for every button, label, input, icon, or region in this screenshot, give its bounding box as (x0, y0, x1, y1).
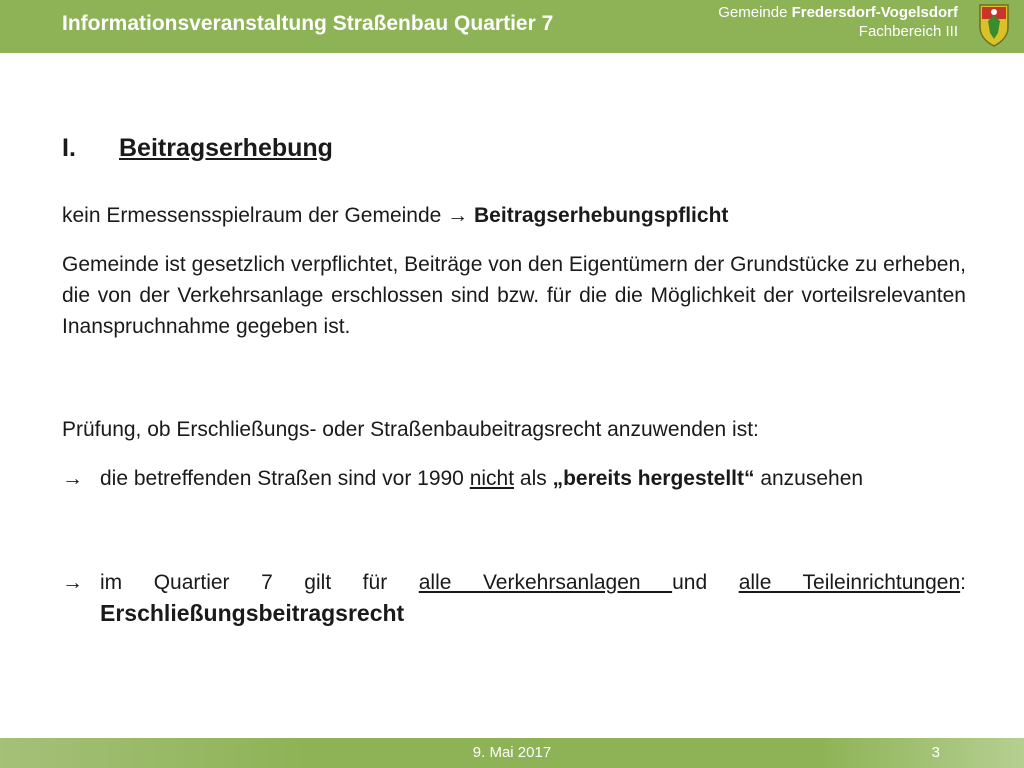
bullet-1-part-2: als (514, 467, 553, 490)
obligation-text: kein Ermessensspielraum der Gemeinde (62, 204, 448, 227)
bullet-1-part-1: die betreffenden Straßen sind vor 1990 (100, 467, 470, 490)
bullet-text-2 (100, 567, 966, 630)
bullet-2-part-1: im Quartier 7 gilt für (100, 571, 419, 594)
obligation-term: Beitragserhebungspflicht (474, 204, 729, 227)
bullet-item-2 (62, 567, 966, 630)
obligation-line (62, 204, 728, 228)
section-number: I. (62, 134, 76, 162)
bullet-2-part-2: und (672, 571, 739, 594)
footer-bar (0, 738, 1024, 768)
organization-prefix: Gemeinde (718, 4, 792, 21)
bullet-item-1 (62, 463, 966, 494)
arrow-right-icon: → (447, 204, 469, 227)
department-name: Fachbereich III (858, 23, 958, 40)
bullet-2-bold: Erschließungsbeitragsrecht (100, 600, 405, 626)
presentation-title: Informationsveranstaltung Straßenbau Quartier 7 (62, 12, 554, 35)
bullet-2-part-3: : (960, 571, 966, 594)
obligation-paragraph: Gemeinde ist gesetzlich verpflichtet, Beiträge von den Eigentümern der Grundstücke zu erheben, die von der Verkehrsanlage erschlossen sind bzw. für die die Möglichkeit der vorteilsrelevanten Inanspruchnahme gegeben ist. (62, 253, 966, 338)
bullet-1-bold: „bereits hergestellt“ (552, 467, 755, 490)
section-title: Beitragserhebung (119, 134, 333, 162)
organization-line (718, 3, 958, 22)
bullet-text-1 (100, 463, 966, 494)
examination-line: Prüfung, ob Erschließungs- oder Straßenbaubeitragsrecht anzuwenden ist: (62, 418, 759, 441)
footer-date: 9. Mai 2017 (472, 744, 552, 761)
organization-name: Fredersdorf-Vogelsdorf (791, 4, 958, 21)
bullet-1-underlined: nicht (469, 467, 515, 490)
bullet-2-underlined-1: alle Verkehrsanlagen (418, 571, 673, 594)
coat-of-arms-icon (978, 3, 1010, 47)
organization-info (718, 3, 958, 41)
bullet-2-underlined-2: alle Teileinrichtungen (738, 571, 961, 594)
page-number: 3 (931, 744, 940, 761)
section-heading (62, 134, 333, 163)
header-bar (0, 0, 1024, 53)
bullet-1-part-3: anzusehen (754, 467, 864, 490)
arrow-right-icon: → (62, 571, 83, 594)
arrow-right-icon: → (62, 467, 83, 490)
